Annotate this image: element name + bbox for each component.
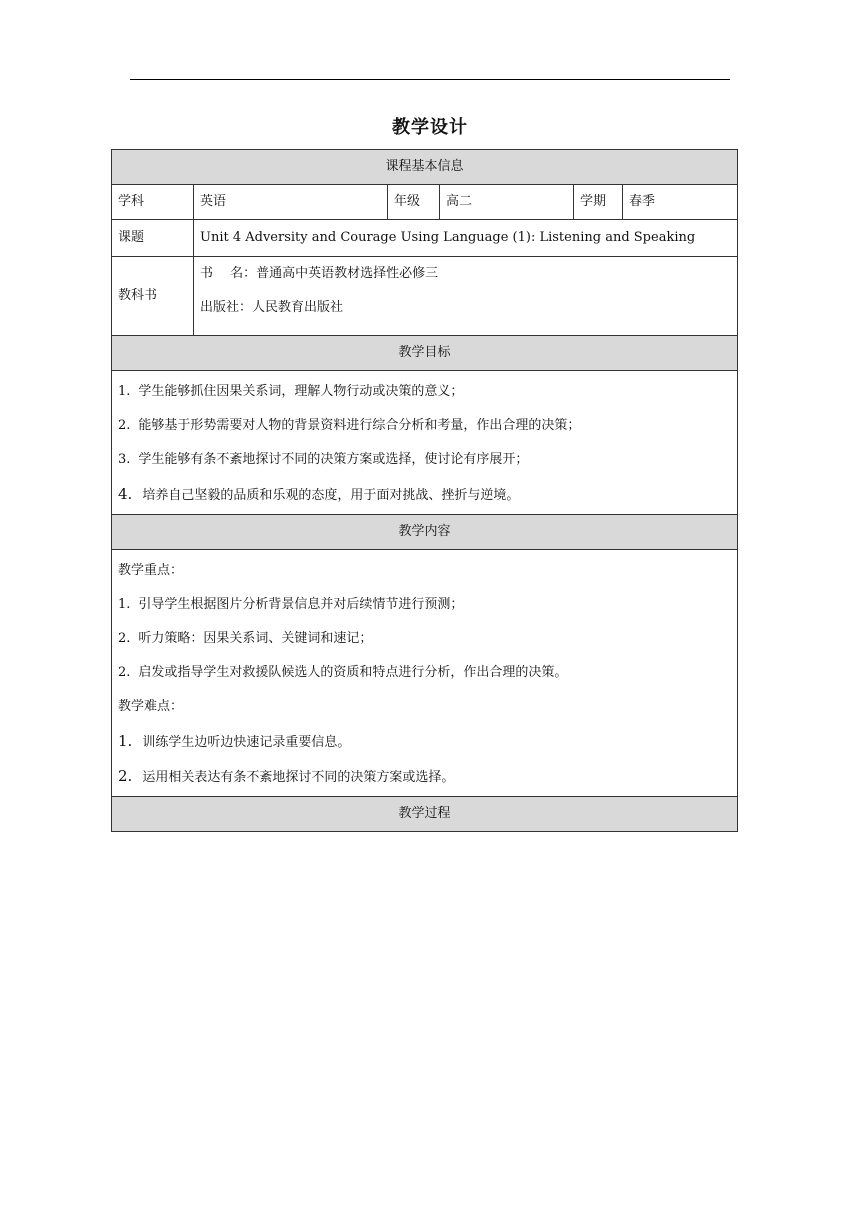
term-label: 学期: [574, 185, 623, 220]
list-item: 2. 运用相关表达有条不紊地探讨不同的决策方案或选择。: [118, 767, 455, 785]
list-item: 2. 听力策略：因果关系词、关键词和速记；: [118, 631, 373, 646]
content-list: [112, 550, 738, 797]
book-name-line: 书 名：普通高中英语教材选择性必修三: [200, 266, 439, 281]
list-item: 2. 启发或指导学生对救援队候选人的资质和特点进行分析，作出合理的决策。: [118, 665, 568, 680]
list-item: 4. 培养自己坚毅的品质和乐观的态度，用于面对挑战、挫折与逆境。: [118, 485, 520, 503]
difficulties-label: 教学难点：: [118, 699, 184, 714]
topic-value: Unit 4 Adversity and Courage Using Language (1): Listening and Speaking: [194, 220, 738, 257]
objectives-header: 教学目标: [112, 336, 738, 371]
objectives-list: [112, 371, 738, 515]
basic-info-header: 课程基本信息: [112, 150, 738, 185]
list-item: 2. 能够基于形势需要对人物的背景资料进行综合分析和考量，作出合理的决策；: [118, 418, 581, 433]
list-item: 1. 训练学生边听边快速记录重要信息。: [118, 732, 351, 750]
subject-value: 英语: [194, 185, 388, 220]
list-item: 1. 学生能够抓住因果关系词，理解人物行动或决策的意义；: [118, 384, 464, 399]
grade-value: 高二: [440, 185, 574, 220]
textbook-details: [194, 257, 738, 336]
process-header: 教学过程: [112, 797, 738, 832]
subject-label: 学科: [112, 185, 194, 220]
lesson-design-table: [111, 149, 738, 832]
list-item: 1. 引导学生根据图片分析背景信息并对后续情节进行预测；: [118, 597, 464, 612]
content-header: 教学内容: [112, 515, 738, 550]
grade-label: 年级: [388, 185, 440, 220]
list-item: 3. 学生能够有条不紊地探讨不同的决策方案或选择，使讨论有序展开；: [118, 452, 529, 467]
topic-label: 课题: [112, 220, 194, 257]
header-rule: [130, 79, 730, 80]
term-value: 春季: [623, 185, 738, 220]
publisher-line: 出版社：人民教育出版社: [200, 300, 344, 315]
key-points-label: 教学重点：: [118, 563, 184, 578]
textbook-label: 教科书: [112, 257, 194, 336]
page-title: 教学设计: [392, 117, 468, 138]
